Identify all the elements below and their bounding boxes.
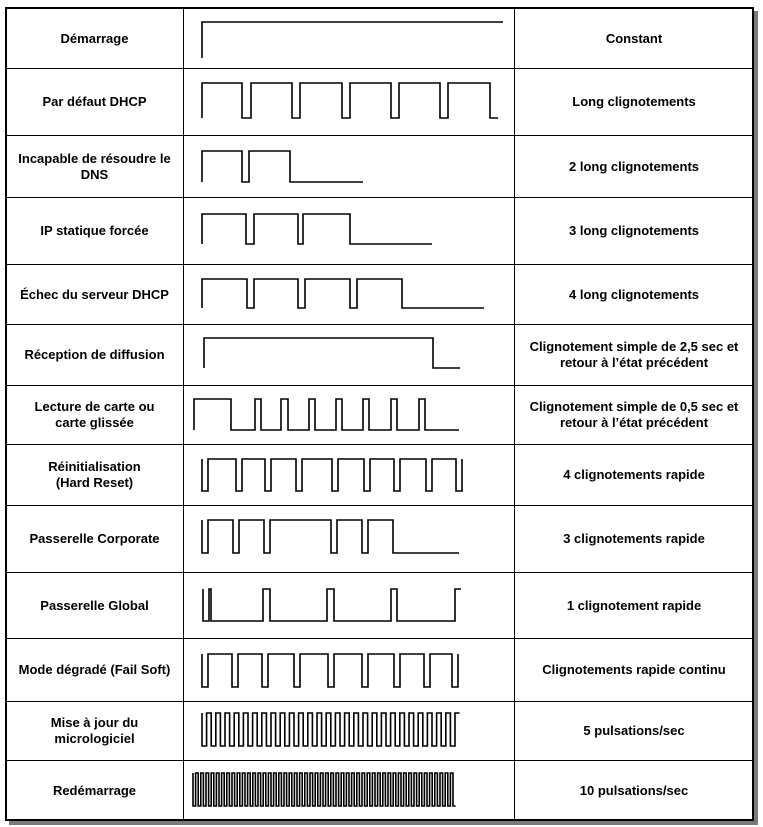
row-label: Mode dégradé (Fail Soft) [18, 662, 171, 677]
row-pattern: 2 long clignotements [568, 158, 699, 174]
row-label: Redémarrage [52, 782, 137, 798]
row-label: Passerelle Global [40, 597, 149, 613]
row-pattern: Clignotement simple de 2,5 sec et retour à l’état précédent [529, 339, 739, 370]
row-pattern: 5 pulsations/sec [583, 723, 685, 738]
row-label: Lecture de carte ou carte glissée [34, 399, 155, 430]
row-pattern: Constant [605, 30, 663, 46]
row-pattern: Clignotements rapide continu [542, 662, 726, 677]
row-label: Démarrage [60, 30, 129, 46]
row-pattern: 1 clignotement rapide [566, 597, 702, 613]
column-divider [183, 7, 184, 821]
row-pattern: Long clignotements [572, 94, 696, 109]
row-label: Échec du serveur DHCP [20, 286, 169, 302]
column-divider [514, 7, 515, 821]
row-label: Par défaut DHCP [42, 94, 147, 109]
row-pattern: Clignotement simple de 0,5 sec et retour à l’état précédent [529, 399, 739, 430]
row-label: IP statique forcée [40, 223, 149, 238]
row-pattern: 3 long clignotements [568, 223, 699, 238]
row-pattern: 3 clignotements rapide [563, 531, 705, 546]
row-label: Passerelle Corporate [29, 531, 160, 546]
row-pattern: 10 pulsations/sec [579, 782, 689, 798]
row-label: Incapable de résoudre le DNS [18, 150, 171, 182]
row-label: Réinitialisation (Hard Reset) [48, 459, 141, 490]
table-shadow-right [754, 11, 758, 825]
row-label: Mise à jour du micrologiciel [50, 715, 139, 746]
table-shadow-bottom [9, 821, 758, 825]
row-pattern: 4 clignotements rapide [563, 467, 705, 482]
row-pattern: 4 long clignotements [568, 286, 699, 302]
row-label: Réception de diffusion [24, 347, 165, 362]
